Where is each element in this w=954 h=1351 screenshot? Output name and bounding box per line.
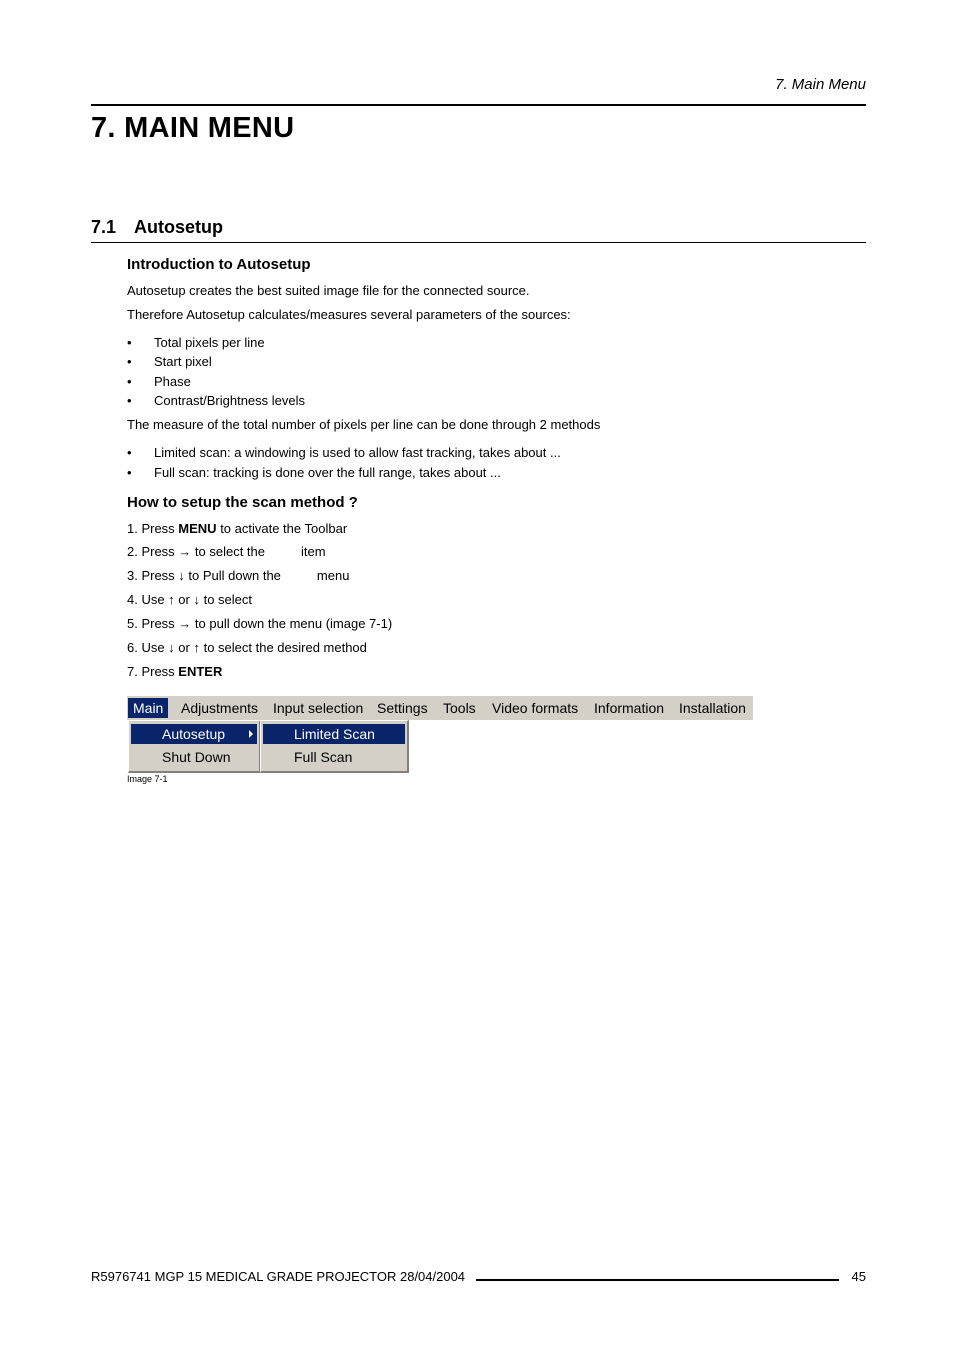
step-1: 1. Press MENU to activate the Toolbar — [127, 521, 348, 536]
running-head: 7. Main Menu — [775, 76, 866, 93]
page-number: 45 — [851, 1269, 866, 1284]
image-caption: Image 7-1 — [127, 774, 168, 784]
menu-item-settings[interactable]: Settings — [377, 700, 428, 716]
chapter-title: 7. MAIN MENU — [91, 112, 295, 144]
menu-item-input-selection[interactable]: Input selection — [273, 700, 364, 716]
menu-item-adjustments[interactable]: Adjustments — [181, 700, 259, 716]
intro-paragraph-2: Therefore Autosetup calculates/measures several parameters of the sources: — [127, 307, 571, 322]
menu-item-video-formats[interactable]: Video formats — [492, 700, 579, 716]
step-5: 5. Press → to pull down the menu (image 7-1) — [127, 616, 393, 631]
footer-text: R5976741 MGP 15 MEDICAL GRADE PROJECTOR 28/04/2004 — [91, 1269, 466, 1284]
menu-item-information[interactable]: Information — [594, 700, 665, 716]
menu-bar — [127, 696, 753, 720]
section-number: 7.1 — [91, 217, 117, 237]
step-7: 7. Press ENTER — [127, 664, 223, 679]
section-rule — [91, 242, 866, 243]
intro-paragraph-1: Autosetup creates the best suited image file for the connected source. — [127, 283, 530, 298]
section-title — [91, 217, 223, 238]
step-2: 2. Press → to select the item — [127, 544, 326, 559]
section-name: Autosetup — [134, 217, 223, 237]
step-6: 6. Use ↓ or ↑ to select the desired method — [127, 640, 367, 655]
submenu-arrow-icon — [249, 730, 253, 738]
howto-heading: How to setup the scan method ? — [127, 494, 358, 511]
header-rule — [91, 104, 866, 106]
intro-heading: Introduction to Autosetup — [127, 256, 311, 273]
step-4: 4. Use ↑ or ↓ to select — [127, 592, 252, 607]
submenu-item-limited-scan[interactable]: Limited Scan — [263, 724, 405, 744]
dropdown-item-autosetup[interactable]: Autosetup — [131, 724, 257, 744]
dropdown-item-shut-down[interactable]: Shut Down — [162, 749, 231, 765]
footer-rule — [476, 1279, 839, 1281]
intro-paragraph-3: The measure of the total number of pixels per line can be done through 2 methods — [127, 417, 601, 432]
main-dropdown — [128, 720, 261, 773]
menu-item-tools[interactable]: Tools — [443, 700, 476, 716]
autosetup-submenu — [260, 720, 409, 773]
step-3: 3. Press ↓ to Pull down the menu — [127, 568, 350, 583]
submenu-item-full-scan[interactable]: Full Scan — [294, 749, 353, 765]
menu-item-main[interactable]: Main — [128, 698, 168, 718]
menu-item-installation[interactable]: Installation — [679, 700, 746, 716]
